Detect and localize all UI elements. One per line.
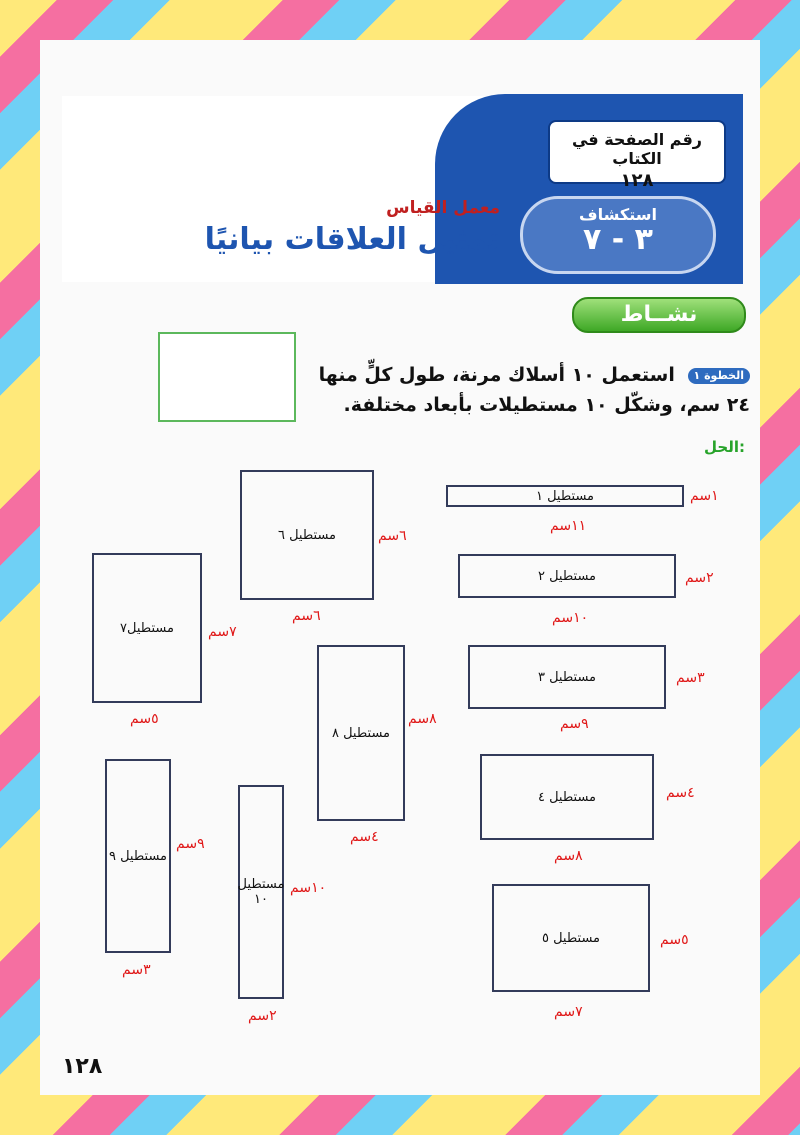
activity-label: نشــاط — [572, 297, 746, 333]
step-line-2: ٢٤ سم، وشكّل ١٠ مستطيلات بأبعاد مختلفة. — [343, 394, 750, 416]
step-line-1: استعمل ١٠ أسلاك مرنة، طول كلٍّ منها — [318, 364, 675, 386]
rectangle-4-side: ٤سم — [666, 785, 695, 801]
rectangle-7 — [92, 553, 202, 703]
rectangle-9-side: ٩سم — [176, 836, 205, 852]
rectangle-3-side: ٣سم — [676, 670, 705, 686]
rectangle-5-side: ٥سم — [660, 932, 689, 948]
rectangle-1-side: ١سم — [690, 488, 719, 504]
rectangle-5-bottom: ٧سم — [554, 1004, 583, 1020]
book-page-label: رقم الصفحة في الكتاب — [571, 130, 703, 168]
explore-badge — [520, 196, 716, 274]
rectangle-label: مستطيل ١٠ — [237, 877, 285, 907]
rectangle-1-bottom: ١١سم — [550, 518, 587, 534]
rectangle-1 — [446, 485, 684, 507]
lab-label: معمل القياس — [386, 198, 500, 218]
solution-label: الحل: — [704, 438, 745, 456]
page-title: تمثيل العلاقات بيانيًا — [204, 222, 500, 257]
step-badge: الخطوة ١ — [688, 368, 750, 384]
image-placeholder — [158, 332, 296, 422]
rectangle-2 — [458, 554, 676, 598]
explore-number: ٣ - ٧ — [583, 222, 653, 257]
rectangle-10-bottom: ٢سم — [248, 1008, 277, 1024]
rectangle-4 — [480, 754, 654, 840]
rectangle-label: مستطيل ٤ — [537, 789, 597, 805]
rectangle-10-side: ١٠سم — [290, 880, 327, 896]
rectangle-label: مستطيل ٢ — [537, 568, 597, 584]
page-number: ١٢٨ — [62, 1054, 103, 1079]
rectangle-7-bottom: ٥سم — [130, 711, 159, 727]
rectangle-label: مستطيل ٦ — [277, 527, 337, 543]
step-text — [310, 360, 750, 420]
rectangle-9 — [105, 759, 171, 953]
rectangle-6-bottom: ٦سم — [292, 608, 321, 624]
rectangle-9-bottom: ٣سم — [122, 962, 151, 978]
rectangle-7-side: ٧سم — [208, 624, 237, 640]
rectangle-10 — [238, 785, 284, 999]
rectangle-2-side: ٢سم — [685, 570, 714, 586]
rectangle-label: مستطيل ٨ — [331, 725, 391, 741]
rectangle-3-bottom: ٩سم — [560, 716, 589, 732]
rectangle-2-bottom: ١٠سم — [552, 610, 589, 626]
rectangle-4-bottom: ٨سم — [554, 848, 583, 864]
rectangle-label: مستطيل ١ — [535, 488, 595, 504]
book-page-value: ١٢٨ — [620, 170, 654, 191]
rectangle-8-bottom: ٤سم — [350, 829, 379, 845]
rectangle-6 — [240, 470, 374, 600]
rectangle-label: مستطيل ٥ — [541, 930, 601, 946]
rectangle-label: مستطيل٧ — [120, 620, 174, 636]
rectangle-3 — [468, 645, 666, 709]
rectangle-label: مستطيل ٩ — [108, 848, 168, 864]
explore-label: استكشاف — [579, 205, 657, 224]
rectangle-6-side: ٦سم — [378, 528, 407, 544]
rectangle-8 — [317, 645, 405, 821]
book-page-box — [548, 120, 726, 191]
rectangle-5 — [492, 884, 650, 992]
rectangle-8-side: ٨سم — [408, 711, 437, 727]
rectangle-label: مستطيل ٣ — [537, 669, 597, 685]
